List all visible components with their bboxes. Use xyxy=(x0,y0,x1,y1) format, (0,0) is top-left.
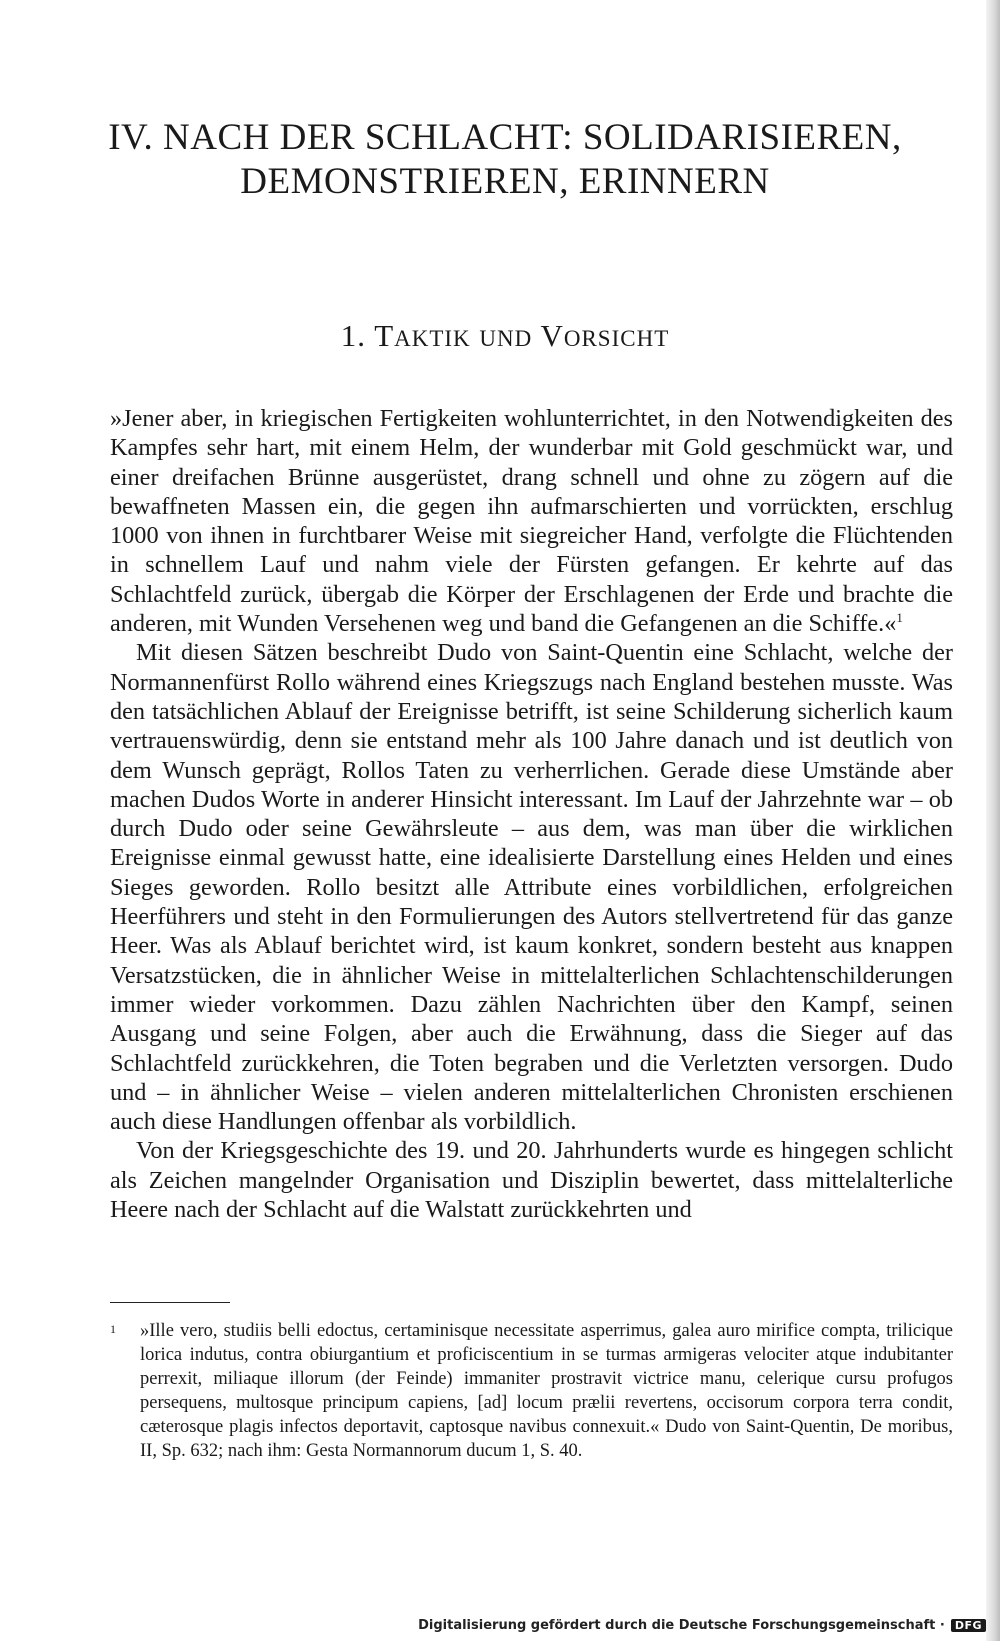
paragraph-2: Von der Kriegsgeschichte des 19. und 20. Jahrhunderts wurde es hingegen schlicht als Zeichen mangelnder Organisation und Disziplin bewertet, dass mittelalterliche Heere nach der Schlacht auf die Walstatt zurückkehrten und xyxy=(110,1137,953,1224)
section-title xyxy=(100,318,910,354)
footnote xyxy=(110,1319,953,1463)
section-number: 1. xyxy=(340,318,375,353)
footnote-divider xyxy=(110,1302,230,1303)
footnote-text: »Ille vero, studiis belli edoctus, certaminisque necessitate asperrimus, galea auro mirifice compta, trilicique lorica indutus, contra obiurgantium et proficiscentium in se turmas armigeras velociter atque indubitanter perrexit, miliaque illorum (der Feinde) immaniter prostravit victrice manu, celerique cursu profugos persequens, multosque principum capiens, [ad] locum prælii revertens, occisorum corpora terra condit, cæterosque plagis infectos deportavit, captosque navibus connexuit.« Dudo von Saint-Quentin, De moribus, II, Sp. 632; nach ihm: Gesta Normannorum ducum 1, S. 40. xyxy=(140,1321,953,1461)
section-word3-initial: V xyxy=(540,318,564,353)
paragraph-1: Mit diesen Sätzen beschreibt Dudo von Saint-Quentin eine Schlacht, welche der Normannenfürst Rollo während eines Kriegszugs nach England bestehen musste. Was den tatsächlichen Ablauf der Ereignisse betrifft, ist seine Schilderung sicherlich kaum vertrauenswürdig, denn sie entstand mehr als 100 Jahre danach und ist deutlich von dem Wunsch geprägt, Rollos Taten zu verherrlichen. Gerade diese Umstände aber machen Dudos Worte in anderer Hinsicht interessant. Im Lauf der Jahrzehnte war – ob durch Dudo oder seine Gewährsleute – aus dem, was man über die wirklichen Ereignisse einmal gewusst hatte, eine idealisierte Darstellung eines Helden und eines Sieges geworden. Rollo besitzt alle Attribute eines vorbildlichen, erfolgreichen Heerführers und steht in den Formulierungen des Autors stellvertretend für das ganze Heer. Was als Ablauf berichtet wird, ist kaum konkret, sondern besteht aus knappen Versatzstücken, die in ähnlicher Weise in mittelalterlichen Schlachtenschilderungen immer wieder vorkommen. Dazu zählen Nachrichten über den Kampf, seinen Ausgang und seine Folgen, aber auch die Erwähnung, dass die Sieger auf das Schlachtfeld zurückkehren, die Toten begraben und die Verletzten versorgen. Dudo und – in ähnlicher Weise – vielen anderen mittelalterlichen Chronisten erschienen auch diese Handlungen offenbar als vorbildlich. xyxy=(110,639,953,1136)
digitization-text: Digitalisierung gefördert durch die Deutsche Forschungsgemeinschaft · xyxy=(418,1618,945,1633)
chapter-title-line-2: DEMONSTRIEREN, ERINNERN xyxy=(240,161,770,202)
footnote-reference: 1 xyxy=(896,610,903,626)
footnote-number: 1 xyxy=(110,1322,116,1336)
chapter-title-line-1: IV. NACH DER SCHLACHT: SOLIDARISIEREN, xyxy=(108,117,902,158)
section-word1-initial: T xyxy=(374,318,395,353)
body-text xyxy=(110,404,953,1224)
section-word2: UND xyxy=(479,326,533,351)
quote-paragraph xyxy=(110,404,953,638)
digitization-credit xyxy=(418,1618,986,1633)
section-word1-rest: AKTIK xyxy=(394,326,471,351)
scan-page-edge xyxy=(986,0,1000,1641)
quote-text: »Jener aber, in kriegischen Fertigkeiten wohlunterrichtet, in den Notwendigkeiten des Kampfes sehr hart, mit einem Helm, der wunderbar mit Gold geschmückt war, und einer dreifachen Brünne ausgerüstet, drang schnell und ohne zu zögern auf die bewaffneten Massen ein, die gegen ihn aufmarschierten und vorrückten, erschlug 1000 von ihnen in furchtbarer Weise mit siegreicher Hand, verfolgte die Flüchtenden in schnellem Lauf und nahm viele der Fürsten gefangen. Er kehrte auf das Schlachtfeld zurück, übergab die Körper der Erschlagenen der Erde und brachte die anderen, mit Wunden Versehenen weg und band die Gefangenen an die Schiffe.« xyxy=(110,405,953,638)
section-word3-rest: ORSICHT xyxy=(563,326,670,351)
dfg-logo: DFG xyxy=(951,1619,986,1632)
chapter-title xyxy=(100,116,910,204)
